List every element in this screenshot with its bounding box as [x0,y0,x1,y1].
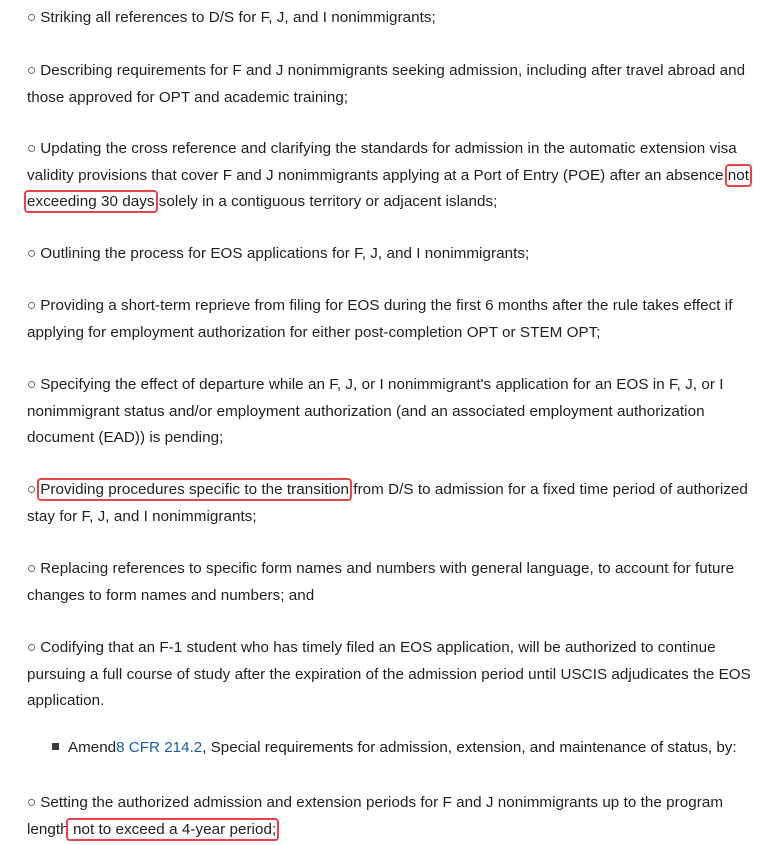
list-item-eos-process [27,241,762,268]
item-text: Amend [68,739,117,756]
list-item-short-term-reprieve [27,293,762,346]
item-text: solely in a contiguous territory or adjacent islands; [154,193,498,210]
bullet-circle-icon: ○ [27,297,37,314]
item-text: , Special requirements for admission, extension, and maintenance of status, by: [202,739,737,756]
bullet-circle-icon: ○ [27,639,37,656]
item-text: Specifying the effect of departure while an F, J, or I nonimmigrant's application for an EOS in F, J, or I nonimmigrant status and/or employment authorization (and an associated employment authorization document (EAD)) is pending; [27,376,724,446]
list-item-transition-procedures [27,477,762,530]
item-text: from D/S to admission for a fixed time period of authorized stay for F, J, and I nonimmigrants; [27,481,748,525]
bullet-circle-icon: ○ [27,794,37,811]
list-item-strike-ds [27,5,762,32]
item-text: Setting the authorized admission and extension periods for F and J nonimmigrants up to the program length [27,794,724,838]
highlight-box: not exceeding 30 days [27,166,750,210]
list-item-admission-requirements [27,58,762,111]
bullet-square-icon [52,743,59,750]
item-text: Providing a short-term reprieve from filing for EOS during the first 6 months after the rule takes effect if applying for employment authorization for either post-completion OPT or STEM OPT; [27,297,733,341]
bullet-circle-icon: ○ [27,560,37,577]
bullet-circle-icon: ○ [27,62,37,79]
bullet-circle-icon: ○ [27,376,37,393]
item-text: Replacing references to specific form names and numbers with general language, to account for future changes to form names and numbers; and [27,560,735,604]
list-item-replacing-references [27,556,762,609]
item-text: Updating the cross reference and clarifying the standards for admission in the automatic extension visa validity provisions that cover F and J nonimmigrants applying at a Port of Entry (POE) after an absence [27,140,737,184]
list-item-automatic-extension [27,136,762,216]
cfr-link[interactable]: 8 CFR 214.2 [116,739,203,756]
highlight-box: not to exceed a 4-year period; [68,820,277,838]
list-item-authorized-periods [27,790,762,843]
highlight-box: Providing procedures specific to the transition [40,481,350,498]
item-text: Describing requirements for F and J nonimmigrants seeking admission, including after travel abroad and those approved for OPT and academic training; [27,62,746,106]
item-text: Outlining the process for EOS applications for F, J, and I nonimmigrants; [40,245,530,262]
list-item-codifying-f1 [27,635,762,715]
bullet-circle-icon: ○ [27,140,37,157]
sub-item-amend [52,735,772,762]
bullet-circle-icon: ○ [27,481,37,498]
bullet-circle-icon: ○ [27,245,37,262]
item-text: Striking all references to D/S for F, J, and I nonimmigrants; [40,9,436,26]
item-text: Codifying that an F-1 student who has timely filed an EOS application, will be authorized to continue pursuing a full course of study after the expiration of the admission period until USCIS adjudicates the EOS application. [27,639,751,709]
list-item-effect-of-departure [27,372,762,452]
bullet-circle-icon: ○ [27,9,37,26]
